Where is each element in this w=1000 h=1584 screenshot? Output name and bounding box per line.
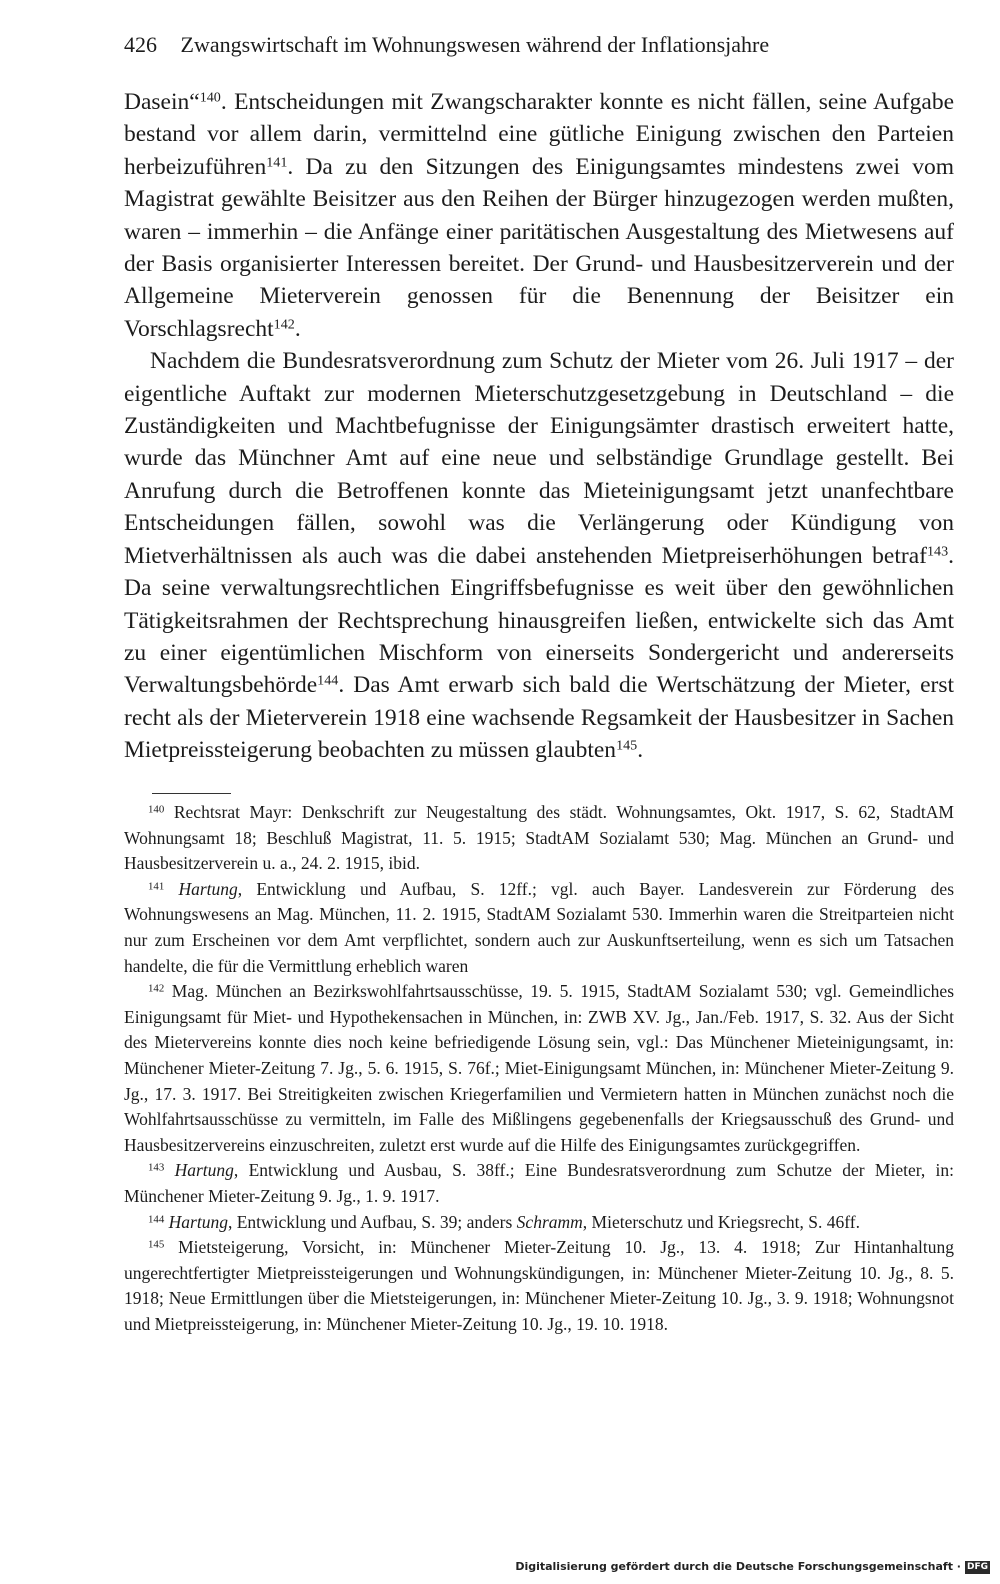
footnote-145: $^{145}$ Mietsteigerung, Vorsicht, in: Münchener Mieter-Zeitung 10. Jg., 13. 4. 1918; Zur Hintanhaltung ungerechtfertigter Mietpreissteigerungen und Wohnungskündigungen, in: Münchener Mieter-Zeitung 10. Jg., 8. 5. 1918; Neue Ermittlungen über die Mietsteigerungen, in: Münchener Mieter-Zeitung 10. Jg., 3. 9. 1918; Wohnungsnot und Mietpreissteigerung, in: Münchener Mieter-Zeitung 10. Jg., 19. 10. 1918. — [124, 1237, 954, 1334]
footnote-ref-145[interactable]: 145 — [616, 737, 638, 754]
footnote-number: 140 — [148, 803, 165, 816]
author-name: Hartung — [174, 1160, 234, 1181]
running-header — [124, 30, 874, 60]
footnote-number: 145 — [148, 1238, 165, 1251]
footnote-ref-144[interactable]: 144 — [317, 672, 339, 689]
footnote-number: 143 — [148, 1161, 165, 1174]
footnote-142: $^{142}$ Mag. München an Bezirkswohlfahrtsausschüsse, 19. 5. 1915, StadtAM Sozialamt 530; vgl. Gemeindliches Einigungsamt für Miet- und Hypothekensachen in München, in: ZWB XV. Jg., Jan./Feb. 1917, S. 32. Aus der Sicht des Mietervereins konnte dies noch keine befriedigende Lösung sein, vgl.: Das Münchener Mieteinigungsamt, in: Münchener Mieter-Zeitung 7. Jg., 5. 6. 1915, S. 76f.; Miet-Einigungsamt München, in: Münchener Mieter-Zeitung 9. Jg., 17. 3. 1917. Bei Streitigkeiten zwischen Kriegerfamilien und Vermietern hatten in München zunächst noch die Wohlfahrtsausschüsse zu vermitteln, im Falle des Mißlingens gegebenenfalls der Kriegsausschuß des Grund- und Hausbesitzervereins einzuschreiten, zuletzt erst wurde auf die Hilfe des Einigungsamtes zurückgegriffen. — [124, 981, 955, 1155]
paragraph-1: Dasein“$^{140}$. Entscheidungen mit Zwangscharakter konnte es nicht fällen, seine Aufgabe bestand vor allem darin, vermittelnd eine gütliche Einigung zwischen den Parteien herbeizuführen$^{141}$. Da zu den Sitzungen des Einigungsamtes mindestens zwei vom Magistrat gewählte Beisitzer aus den Reihen der Bürger hinzugezogen werden mußten, waren – immerhin – die Anfänge einer paritätischen Ausgestaltung des Mietwesens auf der Basis organisierter Interessen bereitet. Der Grund- und Hausbesitzerverein und der Allgemeine Mieterverein genossen für die Benennung der Beisitzer ein Vorschlagsrecht$^{142}$. — [124, 89, 954, 342]
footnotes — [124, 800, 954, 1337]
footnote-number: 141 — [148, 880, 165, 893]
footnote-number: 142 — [148, 982, 165, 995]
footnote-141: $^{141}$ Hartung, Entwicklung und Aufbau, S. 12ff.; vgl. auch Bayer. Landesverein zur Förderung des Wohnungswesens an Mag. München, 11. 2. 1915, StadtAM Sozialamt 530. Immerhin waren die Streitparteien nicht nur zum Erscheinen vor dem Amt verpflichtet, sondern auch zur Auskunftserteilung, wenn es sich um Tatsachen handelte, die für die Vermittlung erheblich waren — [124, 878, 955, 976]
footnote-number: 144 — [148, 1213, 165, 1226]
footnote-140: $^{140}$ Rechtsrat Mayr: Denkschrift zur Neugestaltung des städt. Wohnungsamtes, Okt. 1917, S. 62, StadtAM Wohnungsamt 18; Beschluß Magistrat, 11. 5. 1915; StadtAM Sozialamt 530; Mag. München an Grund- und Hausbesitzerverein u. a., 24. 2. 1915, ibid. — [124, 802, 954, 874]
author-name: Hartung — [168, 1211, 228, 1232]
footnote-143: $^{143}$ Hartung, Entwicklung und Ausbau, S. 38ff.; Eine Bundesratsverordnung zum Schutze der Mieter, in: Münchener Mieter-Zeitung 9. Jg., 1. 9. 1917. — [124, 1160, 955, 1206]
footnote-ref-142[interactable]: 142 — [273, 316, 295, 333]
paragraph-2: Nachdem die Bundesratsverordnung zum Schutz der Mieter vom 26. Juli 1917 – der eigentliche Auftakt zur modernen Mieterschutzgesetzgebung in Deutschland – die Zuständigkeiten und Machtbefugnisse der Einigungsämter drastisch erweitert hatte, wurde das Münchner Amt auf eine neue und selbständige Grundlage gestellt. Bei Anrufung durch die Betroffenen konnte das Mieteinigungsamt jetzt unanfechtbare Entscheidungen fällen, sowohl was die Verlängerung oder Kündigung von Mietverhältnissen als auch was die dabei anstehenden Mietpreiserhöhungen betraf$^{143}$. Da seine verwaltungsrechtlichen Eingriffsbefugnisse es weit über den gewöhnlichen Tätigkeitsrahmen der Rechtsprechung hinausgreifen ließen, entwickelte sich das Amt zu einer eigentümlichen Mischform von einerseits Sondergericht und andererseits Verwaltungsbehörde$^{144}$. Das Amt erwarb sich bald die Wertschätzung der Mieter, erst recht als der Mieterverein 1918 eine wachsende Regsamkeit der Hausbesitzer in Sachen Mietpreissteigerung beobachten zu müssen glaubten$^{145}$. — [124, 348, 954, 764]
main-text — [124, 86, 954, 767]
page-number: 426 — [124, 32, 157, 57]
footnote-separator — [152, 793, 231, 794]
footnote-ref-141[interactable]: 141 — [266, 154, 288, 171]
running-title: Zwangswirtschaft im Wohnungswesen während der Inflationsjahre — [180, 32, 770, 57]
footnote-ref-140[interactable]: 140 — [199, 89, 221, 106]
author-name: Hartung — [178, 878, 238, 899]
dfg-logo: DFG — [966, 1561, 988, 1572]
footnote-144: $^{144}$ Hartung, Entwicklung und Aufbau, S. 39; anders Schramm, Mieterschutz und Kriegsrecht, S. 46ff. — [148, 1211, 860, 1232]
footnote-ref-143[interactable]: 143 — [926, 542, 949, 559]
digitization-credit: Digitalisierung gefördert durch die Deutsche Forschungsgemeinschaft · DFG — [515, 1560, 988, 1573]
author-name: Schramm — [516, 1211, 583, 1232]
